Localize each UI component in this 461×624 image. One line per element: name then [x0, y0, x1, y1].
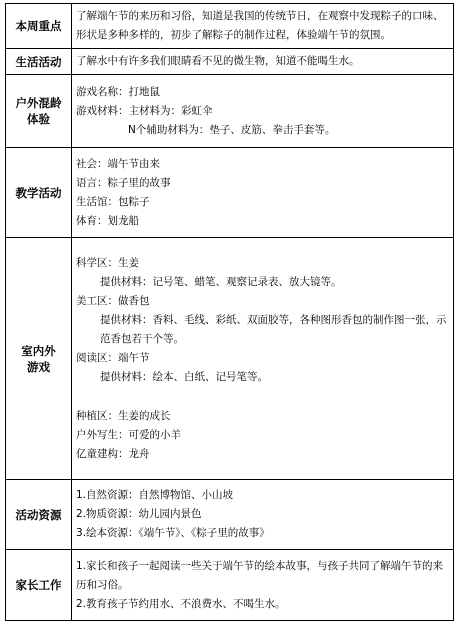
teaching-item: 体育：划龙船 — [76, 214, 139, 227]
parent-item-2: 2.教育孩子节约用水、不浪费水、不喝生水。 — [76, 597, 286, 610]
label-focus: 本周重点 — [6, 4, 72, 49]
spacer — [76, 387, 448, 407]
teaching-item: 生活馆：包粽子 — [76, 195, 150, 208]
row-teaching — [6, 148, 454, 238]
row-resources — [6, 480, 454, 550]
science-zone: 科学区：生姜 — [76, 256, 139, 269]
label-games — [6, 238, 72, 480]
content-teaching — [72, 148, 454, 238]
label-games-line1: 室内外 — [21, 343, 56, 358]
art-material: 提供材料：香料、毛线、彩纸、双面胶等，各种图形香包的制作图一张，示范香包若干个等。 — [100, 313, 447, 345]
content-games — [72, 238, 454, 480]
content-outdoor — [72, 75, 454, 148]
label-teaching: 教学活动 — [6, 148, 72, 238]
label-parents: 家长工作 — [6, 550, 72, 621]
game-name: 游戏名称：打地鼠 — [76, 85, 160, 98]
game-material: 游戏材料：主材料为：彩虹伞 — [76, 104, 213, 117]
content-resources — [72, 480, 454, 550]
aux-material: N个辅助材料为：垫子、皮筋、拳击手套等。 — [128, 123, 336, 136]
life-text: 了解水中有许多我们眼睛看不见的微生物，知道不能喝生水。 — [76, 55, 360, 67]
science-material: 提供材料：记号笔、蜡笔、观察记录表、放大镜等。 — [100, 275, 342, 288]
label-outdoor-line2: 体验 — [27, 112, 50, 126]
label-outdoor-line1: 户外混龄 — [15, 96, 62, 110]
label-life: 生活活动 — [6, 49, 72, 75]
teaching-item: 语言：粽子里的故事 — [76, 176, 171, 189]
resource-item: 1.自然资源：自然博物馆、小山坡 — [76, 489, 234, 501]
label-resources: 活动资源 — [6, 480, 72, 550]
planting-zone: 种植区：生姜的成长 — [76, 409, 171, 422]
row-parents — [6, 550, 454, 621]
content-life — [72, 49, 454, 75]
content-parents — [72, 550, 454, 621]
resource-item: 3.绘本资源：《端午节》、《粽子里的故事》 — [76, 527, 270, 539]
parent-item-1: 1.家长和孩子一起阅读一些关于端午节的绘本故事，与孩子共同了解端午节的来历和习俗。 — [76, 559, 444, 591]
row-life — [6, 49, 454, 75]
row-games — [6, 238, 454, 480]
content-focus — [72, 4, 454, 49]
row-focus — [6, 4, 454, 49]
label-outdoor — [6, 75, 72, 148]
weekly-plan-table — [5, 3, 454, 621]
row-outdoor — [6, 75, 454, 148]
art-zone: 美工区：做香包 — [76, 294, 150, 307]
reading-zone: 阅读区：端午节 — [76, 351, 150, 364]
focus-text: 了解端午节的来历和习俗，知道是我国的传统节日，在观察中发现粽子的口味、形状是多种多样的，初步了解粽子的制作过程，体验端午节的氛围。 — [76, 10, 444, 41]
building: 亿童建构：龙舟 — [76, 447, 150, 460]
outdoor-sketch: 户外写生：可爱的小羊 — [76, 428, 181, 441]
label-games-line2: 游戏 — [27, 359, 50, 374]
reading-material: 提供材料：绘本、白纸、记号笔等。 — [100, 370, 268, 383]
teaching-item: 社会：端午节由来 — [76, 157, 160, 170]
resource-item: 2.物质资源：幼儿园内景色 — [76, 508, 202, 520]
